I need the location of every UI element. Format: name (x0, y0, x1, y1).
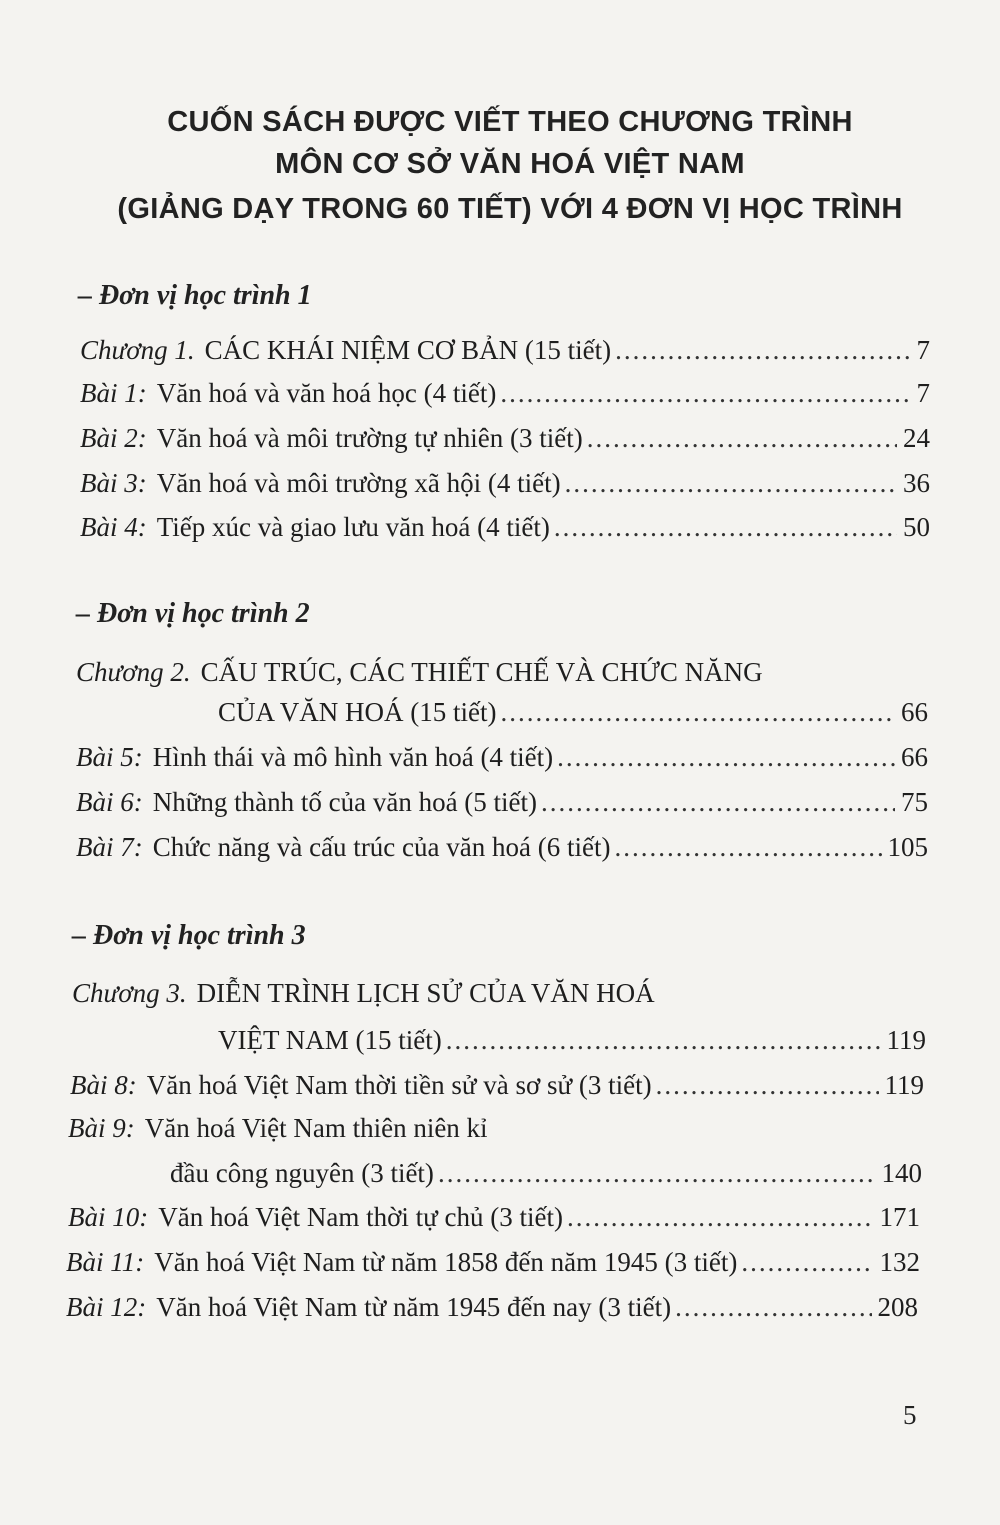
lesson-prefix: Bài 2: (80, 423, 147, 453)
toc-entry-lesson-3[interactable] (80, 468, 930, 508)
toc-entry-chapter-3-line-1 (72, 978, 655, 1009)
lesson-prefix: Bài 12: (66, 1292, 147, 1322)
toc-entry-lesson-12[interactable] (66, 1292, 918, 1332)
dot-leader (438, 1158, 876, 1189)
lesson-title: Văn hoá Việt Nam thời tự chủ (3 tiết) (158, 1202, 563, 1232)
lesson-title: Văn hoá Việt Nam từ năm 1945 đến nay (3 tiết) (156, 1292, 672, 1322)
unit-3-label: – Đơn vị học trình 3 (72, 920, 306, 951)
toc-entry-lesson-7[interactable] (76, 832, 928, 872)
lesson-prefix: Bài 3: (80, 468, 147, 498)
toc-entry-chapter-3[interactable] (218, 1025, 926, 1065)
toc-entry-lesson-11[interactable] (66, 1247, 920, 1287)
lesson-title-line-1: Văn hoá Việt Nam thiên niên kỉ (144, 1113, 488, 1143)
dot-leader (501, 697, 896, 728)
page-ref: 105 (887, 832, 928, 862)
page-ref: 66 (901, 742, 928, 772)
page-ref: 119 (884, 1070, 924, 1100)
page-ref: 140 (881, 1158, 922, 1188)
page-ref: 171 (879, 1202, 920, 1232)
lesson-title: Văn hoá Việt Nam từ năm 1858 đến năm 1945 (3 tiết) (154, 1247, 738, 1277)
dot-leader (675, 1292, 871, 1323)
dot-leader (587, 423, 897, 454)
heading-line-3: (GIẢNG DẠY TRONG 60 TIẾT) VỚI 4 ĐƠN VỊ HỌC TRÌNH (117, 193, 903, 225)
chapter-prefix: Chương 3. (72, 978, 187, 1008)
lesson-title: Những thành tố của văn hoá (5 tiết) (152, 787, 538, 817)
page-ref: 50 (903, 512, 930, 542)
lesson-title: Văn hoá và môi trường tự nhiên (3 tiết) (156, 423, 583, 453)
toc-entry-chapter-1[interactable] (80, 335, 930, 375)
chapter-title: CÁC KHÁI NIỆM CƠ BẢN (15 tiết) (204, 335, 612, 365)
lesson-title-line-2: đầu công nguyên (3 tiết) (170, 1158, 434, 1188)
page-ref: 36 (903, 468, 930, 498)
chapter-title-line-1: CẤU TRÚC, CÁC THIẾT CHẾ VÀ CHỨC NĂNG (200, 657, 763, 687)
dot-leader (615, 335, 910, 366)
toc-entry-lesson-6[interactable] (76, 787, 928, 827)
lesson-prefix: Bài 1: (80, 378, 147, 408)
lesson-prefix: Bài 10: (68, 1202, 149, 1232)
dot-leader (500, 378, 910, 409)
dot-leader (565, 468, 897, 499)
lesson-title: Chức năng và cấu trúc của văn hoá (6 tiết) (152, 832, 611, 862)
toc-entry-chapter-2[interactable] (218, 697, 928, 737)
unit-2-label: – Đơn vị học trình 2 (76, 598, 310, 629)
page-number: 5 (903, 1400, 917, 1430)
lesson-title: Văn hoá Việt Nam thời tiền sử và sơ sử (3 tiết) (146, 1070, 652, 1100)
lesson-prefix: Bài 7: (76, 832, 143, 862)
page-ref: 24 (903, 423, 930, 453)
lesson-prefix: Bài 8: (70, 1070, 137, 1100)
lesson-prefix: Bài 5: (76, 742, 143, 772)
heading-line-1: CUỐN SÁCH ĐƯỢC VIẾT THEO CHƯƠNG TRÌNH (167, 106, 853, 138)
dot-leader (557, 742, 895, 773)
dot-leader (656, 1070, 879, 1101)
dot-leader (614, 832, 881, 863)
lesson-title: Văn hoá và môi trường xã hội (4 tiết) (156, 468, 561, 498)
heading-line-2: MÔN CƠ SỞ VĂN HOÁ VIỆT NAM (275, 148, 745, 180)
lesson-title: Tiếp xúc và giao lưu văn hoá (4 tiết) (156, 512, 550, 542)
page-ref: 119 (886, 1025, 926, 1055)
dot-leader (567, 1202, 874, 1233)
lesson-prefix: Bài 9: (68, 1113, 135, 1143)
chapter-title-line-2: VIỆT NAM (15 tiết) (218, 1025, 442, 1055)
lesson-title: Hình thái và mô hình văn hoá (4 tiết) (152, 742, 554, 772)
chapter-prefix: Chương 1. (80, 335, 195, 365)
lesson-prefix: Bài 4: (80, 512, 147, 542)
page-ref: 208 (877, 1292, 918, 1322)
lesson-title: Văn hoá và văn hoá học (4 tiết) (156, 378, 497, 408)
dot-leader (541, 787, 895, 818)
page-ref: 7 (916, 335, 930, 365)
toc-entry-lesson-5[interactable] (76, 742, 928, 782)
toc-entry-chapter-2-line-1 (76, 657, 763, 688)
chapter-prefix: Chương 2. (76, 657, 191, 687)
dot-leader (446, 1025, 881, 1056)
lesson-prefix: Bài 6: (76, 787, 143, 817)
lesson-prefix: Bài 11: (66, 1247, 145, 1277)
dot-leader (741, 1247, 873, 1278)
page-ref: 66 (901, 697, 928, 727)
toc-entry-lesson-1[interactable] (80, 378, 930, 418)
toc-entry-lesson-2[interactable] (80, 423, 930, 463)
toc-entry-lesson-4[interactable] (80, 512, 930, 552)
toc-entry-lesson-9[interactable] (170, 1158, 922, 1198)
dot-leader (554, 512, 897, 543)
unit-1-label: – Đơn vị học trình 1 (78, 280, 312, 311)
chapter-title-line-1: DIỄN TRÌNH LỊCH SỬ CỦA VĂN HOÁ (196, 978, 655, 1008)
page-ref: 75 (901, 787, 928, 817)
page-ref: 132 (879, 1247, 920, 1277)
chapter-title-line-2: CỦA VĂN HOÁ (15 tiết) (218, 697, 497, 727)
page-ref: 7 (916, 378, 930, 408)
toc-entry-lesson-10[interactable] (68, 1202, 920, 1242)
toc-entry-lesson-8[interactable] (70, 1070, 924, 1110)
toc-entry-lesson-9-line-1 (68, 1113, 488, 1144)
